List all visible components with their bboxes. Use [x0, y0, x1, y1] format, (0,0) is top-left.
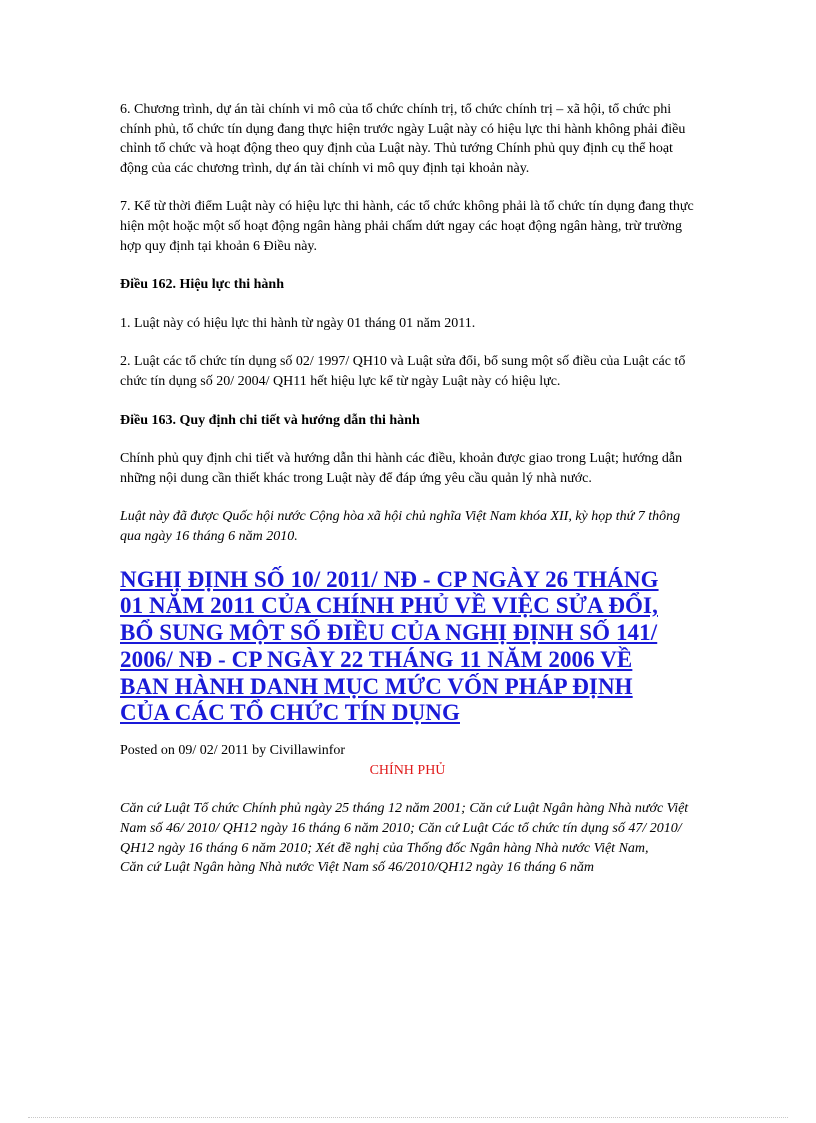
paragraph-clause-7: 7. Kể từ thời điểm Luật này có hiệu lực thi hành, các tổ chức không phải là tổ chức tín dụng đang thực hiện một hoặc một số hoạt động ngân hàng phải chấm dứt ngay các hoạt động ngân hàng, trừ trường hợp quy định tại khoản 6 Điều này. — [120, 199, 694, 254]
preamble-paragraph-continued: Căn cứ Luật Ngân hàng Nhà nước Việt Nam số 46/2010/QH12 ngày 16 tháng 6 năm — [120, 860, 594, 876]
decree-title-link[interactable] — [120, 567, 695, 728]
posted-info: Posted on 09/ 02/ 2011 by Civillawinfor — [120, 743, 346, 759]
paragraph-clause-6: 6. Chương trình, dự án tài chính vi mô của tổ chức chính trị, tổ chức chính trị – xã hội, tổ chức phi chính phủ, tổ chức tín dụng đang thực hiện trước ngày Luật này có hiệu lực thi hành không phải điều chỉnh tổ chức và hoạt động theo quy định của Luật này. Thủ tướng Chính phủ quy định cụ thể hoạt động của các chương trình, dự án tài chính vi mô quy định tại khoản này. — [120, 102, 686, 176]
decree-title-line: BAN HÀNH DANH MỤC MỨC VỐN PHÁP ĐỊNH — [120, 673, 633, 699]
preamble-paragraph: Căn cứ Luật Tổ chức Chính phủ ngày 25 tháng 12 năm 2001; Căn cứ Luật Ngân hàng Nhà nước Việt Nam số 46/ 2010/ QH12 ngày 16 tháng 6 năm 2010; Căn cứ Luật Các tổ chức tín dụng số 47/ 2010/ QH12 ngày 16 tháng 6 năm 2010; Xét đề nghị của Thống đốc Ngân hàng Nhà nước Việt Nam, — [120, 801, 689, 856]
article-163-body: Chính phủ quy định chi tiết và hướng dẫn thi hành các điều, khoản được giao trong Luật; hướng dẫn những nội dung cần thiết khác trong Luật này để đáp ứng yêu cầu quản lý nhà nước. — [120, 451, 683, 486]
decree-title-line: CỦA CÁC TỔ CHỨC TÍN DỤNG — [120, 700, 460, 726]
issuer-label: CHÍNH PHỦ — [369, 762, 446, 778]
decree-title-line: 2006/ NĐ - CP NGÀY 22 THÁNG 11 NĂM 2006 VỀ — [120, 646, 633, 672]
document-page — [120, 100, 695, 878]
decree-title-line: BỔ SUNG MỘT SỐ ĐIỀU CỦA NGHỊ ĐỊNH SỐ 141/ — [120, 620, 658, 646]
article-163-heading: Điều 163. Quy định chi tiết và hướng dẫn thi hành — [120, 412, 420, 428]
article-162-clause-2: 2. Luật các tổ chức tín dụng số 02/ 1997/ QH10 và Luật sửa đổi, bổ sung một số điều của Luật các tổ chức tín dụng số 20/ 2004/ QH11 hết hiệu lực kể từ ngày Luật này có hiệu lực. — [120, 354, 686, 389]
article-162-heading: Điều 162. Hiệu lực thi hành — [120, 277, 284, 293]
decree-title-line: 01 NĂM 2011 CỦA CHÍNH PHỦ VỀ VIỆC SỬA ĐỔI, — [120, 593, 658, 619]
page-bottom-divider — [28, 1117, 788, 1118]
article-162-clause-1: 1. Luật này có hiệu lực thi hành từ ngày 01 tháng 01 năm 2011. — [120, 315, 476, 331]
decree-title-line: NGHỊ ĐỊNH SỐ 10/ 2011/ NĐ - CP NGÀY 26 THÁNG — [120, 566, 659, 592]
closing-note: Luật này đã được Quốc hội nước Cộng hòa xã hội chủ nghĩa Việt Nam khóa XII, kỳ họp thứ 7 thông qua ngày 16 tháng 6 năm 2010. — [120, 509, 681, 544]
